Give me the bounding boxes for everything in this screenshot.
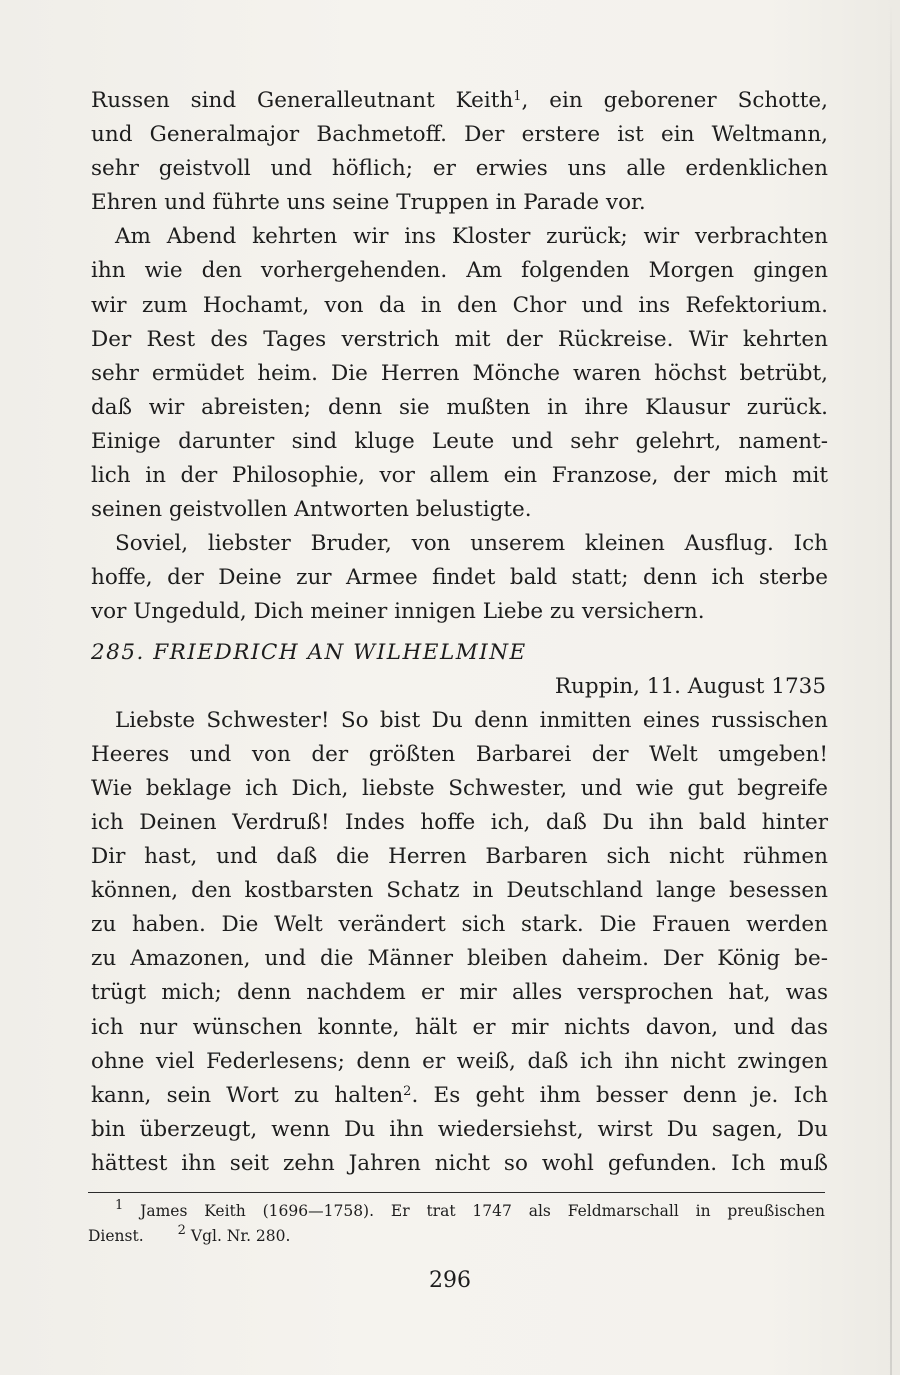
text-line: Ehren und führte uns seine Truppen in Parade vor.: [91, 190, 646, 216]
footnote-mark-1: 1: [115, 1198, 124, 1213]
text-line: ohne viel Federlesens; denn er weiß, daß ich ihn nicht zwingen: [91, 1048, 828, 1074]
text-line: Soviel, liebster Bruder, von unserem kleinen Ausflug. Ich: [115, 531, 828, 557]
text-line: lich in der Philosophie, vor allem ein Franzose, der mich mit: [91, 463, 828, 489]
text-line: seinen geistvollen Antworten belustigte.: [91, 497, 532, 523]
text-line: Der Rest des Tages verstrich mit der Rückreise. Wir kehrten: [91, 326, 828, 352]
footnote-1: $^1$ James Keith (1696—1758). Er trat 1747 als Feldmarschall in preußischen: [115, 1198, 825, 1220]
text-line: Einige darunter sind kluge Leute und sehr gelehrt, nament-: [91, 428, 828, 454]
letter-heading: 285. FRIEDRICH AN WILHELMINE: [91, 639, 527, 665]
text-line: bin überzeugt, wenn Du ihn wiedersiehst, wirst Du sagen, Du: [91, 1116, 828, 1142]
text-line: ich nur wünschen konnte, hält er mir nichts davon, und das: [91, 1014, 828, 1040]
text-line: können, den kostbarsten Schatz in Deutschland lange besessen: [91, 878, 828, 904]
page-number: 296: [429, 1268, 471, 1293]
text-line: trügt mich; denn nachdem er mir alles versprochen hat, was: [91, 980, 828, 1006]
text-line: sehr geistvoll und höflich; er erwies uns alle erdenklichen: [91, 156, 828, 182]
text-line: ich Deinen Verdruß! Indes hoffe ich, daß Du ihn bald hinter: [91, 809, 828, 835]
text-line: wir zum Hochamt, von da in den Chor und ins Refektorium.: [91, 292, 828, 318]
footnote-line: [88, 1224, 825, 1249]
page-edge-shadow: [890, 0, 892, 1375]
footnote-rule: [88, 1192, 825, 1193]
text-line: hoffe, der Deine zur Armee findet bald statt; denn ich sterbe: [91, 565, 828, 591]
text-line: daß wir abreisten; denn sie mußten in ihre Klausur zurück.: [91, 394, 828, 420]
text-line: Wie beklage ich Dich, liebste Schwester, und wie gut begreife: [91, 775, 828, 801]
text-line: zu haben. Die Welt verändert sich stark. Die Frauen werden: [91, 912, 828, 938]
text-line: Heeres und von der größten Barbarei der Welt umgeben!: [91, 741, 828, 767]
text-line: ihn wie den vorhergehenden. Am folgenden Morgen gingen: [91, 258, 828, 284]
letter-dateline: Ruppin, 11. August 1735: [554, 673, 826, 699]
text-line: und Generalmajor Bachmetoff. Der erstere ist ein Weltmann,: [91, 122, 828, 148]
footnote-1-continued: Dienst.: [88, 1227, 144, 1245]
footnote-2: Vgl. Nr. 280.: [190, 1227, 291, 1245]
footnote-ref-2: 2: [403, 1083, 412, 1099]
body-text: [91, 84, 828, 1181]
text-line: kann, sein Wort zu halten$^2$. Es geht ihm besser denn je. Ich: [91, 1082, 828, 1108]
footnote-mark-2: 2: [177, 1223, 186, 1238]
text-line: vor Ungeduld, Dich meiner innigen Liebe zu versichern.: [91, 599, 705, 625]
text-line: Am Abend kehrten wir ins Kloster zurück; wir verbrachten: [115, 224, 828, 250]
text-line: hättest ihn seit zehn Jahren nicht so wohl gefunden. Ich muß: [91, 1150, 828, 1176]
text-line: zu Amazonen, und die Männer bleiben daheim. Der König be-: [91, 946, 828, 972]
text-line: Dir hast, und daß die Herren Barbaren sich nicht rühmen: [91, 844, 828, 870]
text-line: Liebste Schwester! So bist Du denn inmitten eines russischen: [115, 707, 828, 733]
text-line: sehr ermüdet heim. Die Herren Mönche waren höchst betrübt,: [91, 360, 828, 386]
text-line: Russen sind Generalleutnant Keith$^1$, ein geborener Schotte,: [91, 88, 828, 113]
footnotes: [88, 1199, 825, 1249]
footnote-ref-1: 1: [513, 89, 522, 104]
